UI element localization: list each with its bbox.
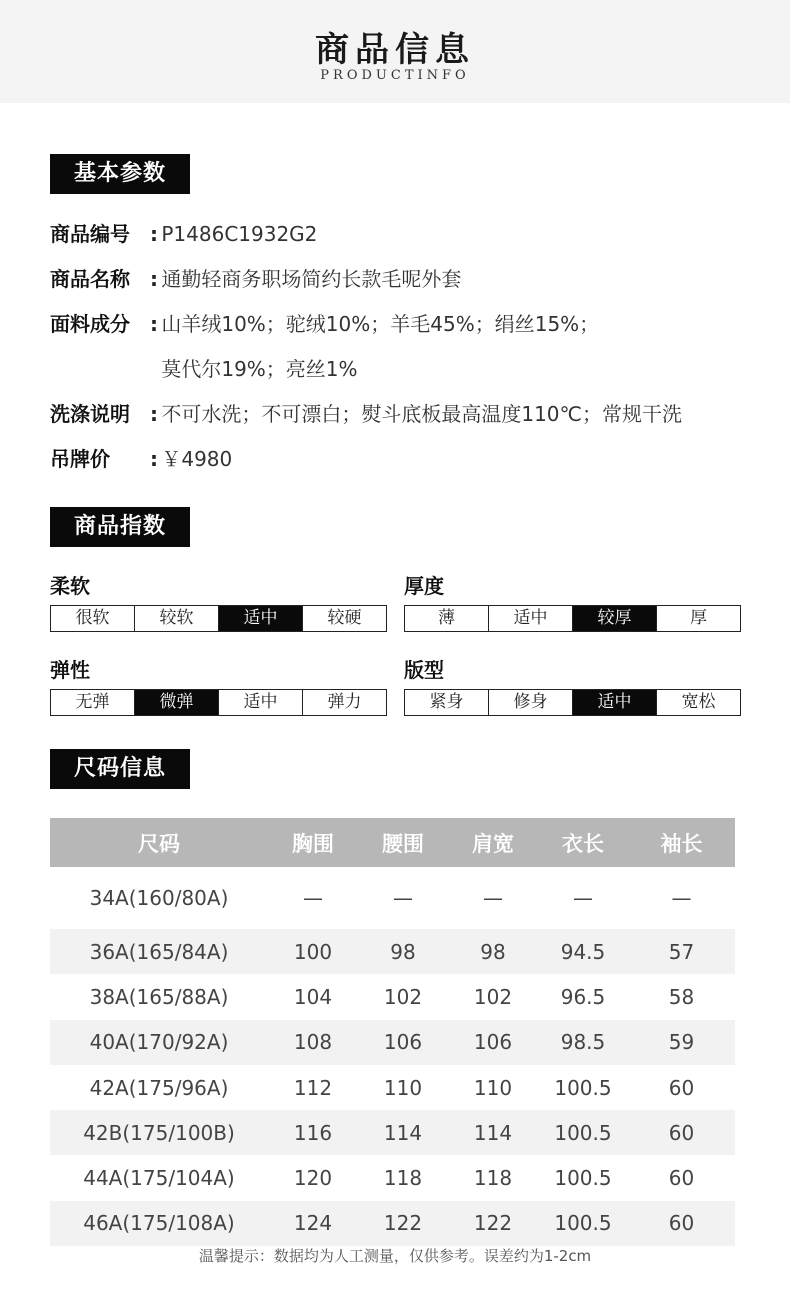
table-cell: 106 xyxy=(358,1020,448,1065)
column-header: 肩宽 xyxy=(448,818,538,867)
scale-option: 适中 xyxy=(488,606,572,631)
table-cell: 36A(165/84A) xyxy=(50,929,268,974)
table-cell: 98.5 xyxy=(538,1020,628,1065)
table-cell: 58 xyxy=(668,984,695,1009)
param-value: P1486C1932G2 xyxy=(161,222,318,246)
table-cell: 46A(175/108A) xyxy=(50,1201,268,1246)
scale-option: 较软 xyxy=(134,606,218,631)
size-footnote: 温馨提示：数据均为人工测量，仅供参考。误差约为1-2cm xyxy=(198,1247,592,1265)
page-subtitle: PRODUCTINFO xyxy=(320,68,470,83)
section-tag-index: 商品指数 xyxy=(50,507,190,547)
table-cell: 120 xyxy=(293,1166,333,1191)
thickness-scale xyxy=(404,605,741,632)
table-row xyxy=(50,1155,735,1200)
index-label-thickness: 厚度 xyxy=(404,574,444,598)
table-cell: — xyxy=(303,886,323,910)
scale-option: 微弹 xyxy=(134,690,218,715)
table-cell: 100.5 xyxy=(538,1201,628,1246)
table-cell: 98 xyxy=(448,929,538,974)
table-cell: — xyxy=(671,886,692,910)
param-row-fabric: 面料成分 : 山羊绒10%；驼绒10%；羊毛45%；绢丝15%； xyxy=(50,312,600,336)
table-cell: 60 xyxy=(668,1075,695,1100)
param-value: 通勤轻商务职场简约长款毛呢外套 xyxy=(161,267,462,291)
param-label: 商品编号 xyxy=(50,222,130,246)
table-cell: 102 xyxy=(473,984,513,1009)
column-header: 腰围 xyxy=(358,818,448,867)
scale-option: 厚 xyxy=(656,606,740,631)
table-cell: — xyxy=(393,886,413,910)
table-cell: 104 xyxy=(293,984,333,1009)
param-value: ￥4980 xyxy=(161,447,233,471)
param-row-fabric-cont xyxy=(50,356,358,382)
size-table xyxy=(50,818,735,1246)
page-title: 商品信息 xyxy=(315,30,475,70)
table-cell: — xyxy=(483,886,503,910)
table-cell: 122 xyxy=(448,1201,538,1246)
scale-option: 修身 xyxy=(488,690,572,715)
table-cell: 34A(160/80A) xyxy=(89,886,229,910)
table-cell: 106 xyxy=(448,1020,538,1065)
page-header xyxy=(0,0,790,103)
index-label-elasticity: 弹性 xyxy=(50,658,90,682)
param-value: 山羊绒10%；驼绒10%；羊毛45%；绢丝15%； xyxy=(161,312,600,336)
table-row xyxy=(50,1065,735,1110)
table-cell: 44A(175/104A) xyxy=(83,1166,235,1191)
scale-option: 很软 xyxy=(75,608,110,628)
table-cell: 124 xyxy=(268,1201,358,1246)
table-cell: 100 xyxy=(268,929,358,974)
scale-option: 宽松 xyxy=(656,690,740,715)
table-row xyxy=(50,1110,735,1155)
table-cell: 122 xyxy=(358,1201,448,1246)
scale-option: 薄 xyxy=(438,608,455,628)
param-row-name: 商品名称 : 通勤轻商务职场简约长款毛呢外套 xyxy=(50,267,462,291)
table-row xyxy=(50,867,735,929)
param-row-price: 吊牌价 : ￥4980 xyxy=(50,447,233,471)
table-cell: 114 xyxy=(448,1110,538,1155)
fit-scale xyxy=(404,689,741,716)
table-cell: 118 xyxy=(473,1166,513,1191)
scale-option: 较厚 xyxy=(572,606,656,631)
table-cell: 96.5 xyxy=(560,984,606,1009)
table-cell: 108 xyxy=(268,1020,358,1065)
scale-option: 紧身 xyxy=(429,692,464,712)
table-cell: 110 xyxy=(383,1075,423,1100)
table-cell: 100.5 xyxy=(554,1075,612,1100)
scale-option: 适中 xyxy=(572,690,656,715)
param-label: 面料成分 xyxy=(50,312,130,336)
column-header: 尺码 xyxy=(50,818,268,867)
column-header: 袖长 xyxy=(628,818,735,867)
table-cell: 60 xyxy=(628,1201,735,1246)
elasticity-scale xyxy=(50,689,387,716)
table-cell: 94.5 xyxy=(538,929,628,974)
scale-option: 弹力 xyxy=(302,690,386,715)
table-cell: 57 xyxy=(628,929,735,974)
scale-option: 较硬 xyxy=(302,606,386,631)
table-cell: 116 xyxy=(268,1110,358,1155)
table-cell: 59 xyxy=(628,1020,735,1065)
param-row-code: 商品编号 : P1486C1932G2 xyxy=(50,222,318,246)
table-cell: 38A(165/88A) xyxy=(89,984,229,1009)
table-cell: 118 xyxy=(383,1166,423,1191)
param-value: 不可水洗；不可漂白；熨斗底板最高温度110℃；常规干洗 xyxy=(161,402,682,426)
index-label-softness: 柔软 xyxy=(50,574,90,598)
table-cell: 60 xyxy=(628,1110,735,1155)
section-tag-basic: 基本参数 xyxy=(50,154,190,194)
table-row xyxy=(50,1201,735,1246)
table-cell: 102 xyxy=(383,984,423,1009)
column-header: 衣长 xyxy=(538,818,628,867)
column-header: 胸围 xyxy=(268,818,358,867)
table-cell: — xyxy=(573,886,593,910)
table-cell: 40A(170/92A) xyxy=(50,1020,268,1065)
table-cell: 42A(175/96A) xyxy=(89,1075,229,1100)
param-label: 吊牌价 xyxy=(50,447,110,471)
param-label: 商品名称 xyxy=(50,267,130,291)
table-cell: 110 xyxy=(473,1075,513,1100)
table-row xyxy=(50,974,735,1019)
softness-scale xyxy=(50,605,387,632)
table-cell: 100.5 xyxy=(554,1166,612,1191)
scale-option: 适中 xyxy=(218,606,302,631)
table-cell: 60 xyxy=(668,1166,695,1191)
table-cell: 112 xyxy=(293,1075,333,1100)
scale-option: 无弹 xyxy=(75,692,110,712)
table-row xyxy=(50,1020,735,1065)
table-cell: 100.5 xyxy=(538,1110,628,1155)
section-tag-size: 尺码信息 xyxy=(50,749,190,789)
param-row-wash: 洗涤说明 : 不可水洗；不可漂白；熨斗底板最高温度110℃；常规干洗 xyxy=(50,402,682,426)
size-table-header xyxy=(50,818,735,867)
table-cell: 42B(175/100B) xyxy=(50,1110,268,1155)
param-value: 莫代尔19%；亮丝1% xyxy=(161,357,358,381)
scale-option: 适中 xyxy=(218,690,302,715)
table-row xyxy=(50,929,735,974)
index-label-fit: 版型 xyxy=(404,658,444,682)
param-label: 洗涤说明 xyxy=(50,402,130,426)
table-cell: 114 xyxy=(358,1110,448,1155)
table-cell: 98 xyxy=(358,929,448,974)
